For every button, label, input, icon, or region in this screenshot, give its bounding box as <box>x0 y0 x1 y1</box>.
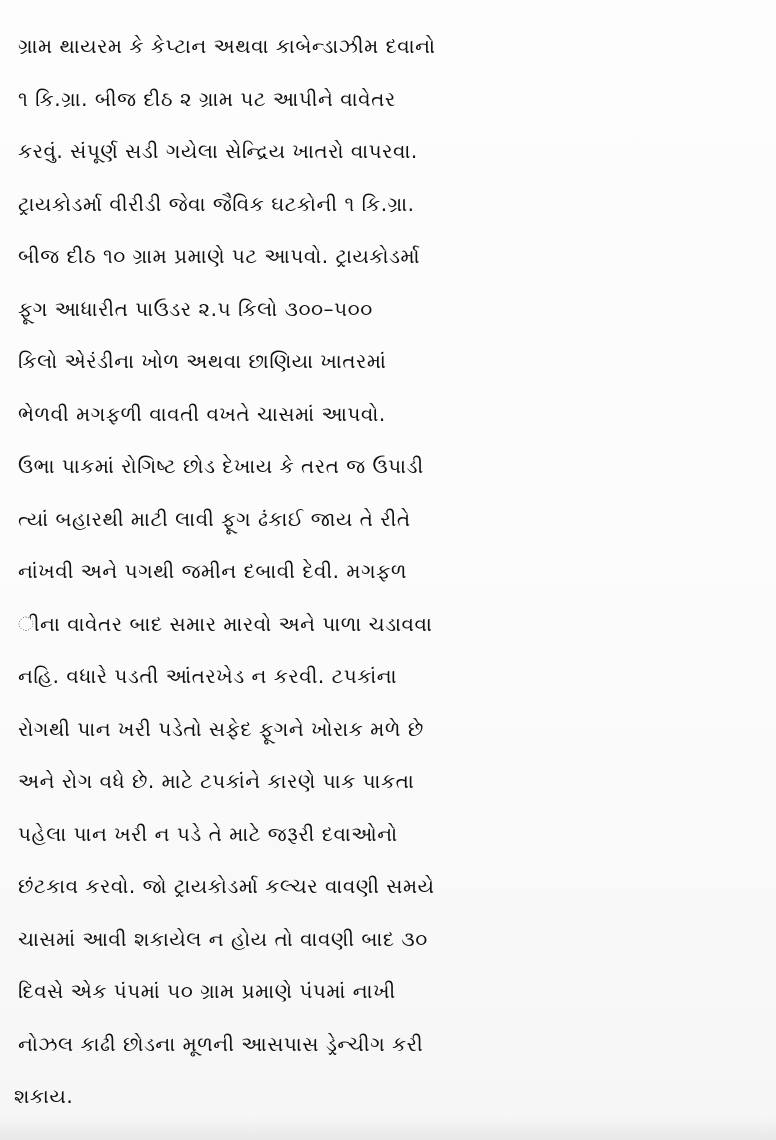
text-line: અને રોગ વધે છે. માટે ટપકાંને કારણે પાક પાકતા <box>18 769 415 793</box>
text-line: રોગથી પાન ખરી પડેતો સફેદ ફૂગને ખોરાક મળે છે <box>18 716 424 741</box>
text-line: ીના વાવેતર બાદ સમાર મારવો અને પાળા ચડાવવા <box>18 611 433 636</box>
text-line: બીજ દીઠ ૧૦ ગ્રામ પ્રમાણે પટ આપવો. ટ્રાયકોડર્મા <box>18 244 421 268</box>
text-line: કરવું. સંપૂર્ણ સડી ગયેલા સેન્દ્રિય ખાતરો વાપરવા. <box>18 139 418 163</box>
text-line: શકાય. <box>14 1084 74 1108</box>
text-line: દિવસે એક પંપમાં ૫૦ ગ્રામ પ્રમાણે પંપમાં નાખી <box>18 979 396 1003</box>
text-line: પહેલા પાન ખરી ન પડે તે માટે જરૂરી દવાઓનો <box>18 821 398 846</box>
text-line: નોઝલ કાઢી છોડના મૂળની આસપાસ ડ્રેન્ચીગ કરી <box>18 1031 424 1056</box>
text-line: ફૂગ આધારીત પાઉડર ૨.૫ કિલો ૩૦૦–૫૦૦ <box>18 296 373 321</box>
text-line: ટ્રાયકોડર્મા વીરીડી જેવા જૈવિક ઘટકોની ૧ કિ.ગ્રા. <box>18 191 415 216</box>
text-line: ભેળવી મગફળી વાવતી વખતે ચાસમાં આપવો. <box>18 401 386 426</box>
text-line: નાંખવી અને પગથી જમીન દબાવી દેવી. મગફળ <box>18 559 408 583</box>
text-line: નહિ. વધારે પડતી આંતરખેડ ન કરવી. ટપકાંના <box>18 664 398 688</box>
text-line: ઉભા પાકમાં રોગિષ્ટ છોડ દેખાય કે તરત જ ઉપાડી <box>18 454 424 478</box>
article-body <box>0 20 776 1123</box>
text-line: છંટકાવ કરવો. જો ટ્રાયકોડર્મા કલ્ચર વાવણી સમયે <box>18 874 435 898</box>
text-line: ૧ કિ.ગ્રા. બીજ દીઠ ૨ ગ્રામ પટ આપીને વાવેતર <box>18 86 396 111</box>
text-line: કિલો એરંડીના ખોળ અથવા છાણિયા ખાતરમાં <box>18 349 387 373</box>
text-line: ત્યાં બહારથી માટી લાવી ફૂગ ઢંકાઈ જાય તે રીતે <box>18 506 411 531</box>
text-line: ચાસમાં આવી શકાયેલ ન હોય તો વાવણી બાદ ૩૦ <box>18 926 428 951</box>
text-line: ગ્રામ થાયરમ કે કેપ્ટાન અથવા કાબેન્ડાઝીમ દવાનો <box>18 34 436 58</box>
